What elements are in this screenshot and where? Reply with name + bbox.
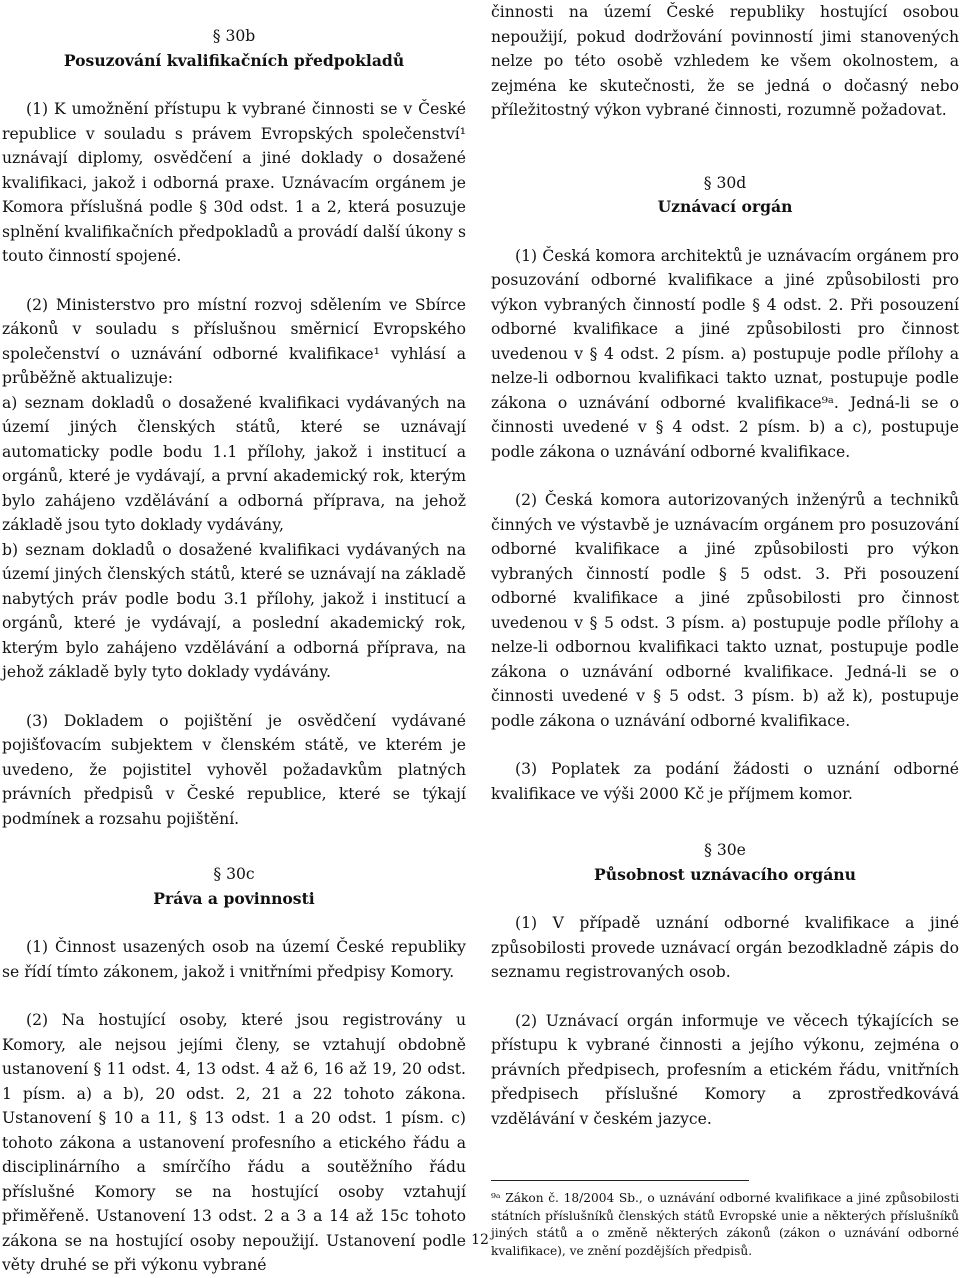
- list-item: b) seznam dokladů o dosažené kvalifikaci vydávaných na území jiných členských států, které se uznávají na základě nabytých práv podle bodu 3.1 přílohy, jakož i institucí a orgánů, které je vydávají, a poslední akademický rok, kterým bylo zahájeno vzdělávání a odborná příprava, na jehož základě byly tyto doklady vydávány.: [2, 540, 466, 681]
- paragraph: (1) K umožnění přístupu k vybrané činnosti se v České republice v souladu s právem Evropských společenství¹ uznávají diplomy, osvědčení a jiné doklady o dosažené kvalifikaci, jakož i odborná praxe. Uznávacím orgánem je Komora příslušná podle § 30d odst. 1 a 2, která posuzuje splnění kvalifikačních předpokladů a provádí další úkony s touto činností spojené.: [2, 100, 466, 265]
- section-heading: [491, 838, 959, 887]
- paragraph: (1) Česká komora architektů je uznávacím orgánem pro posuzování odborné kvalifikace a jiné způsobilosti pro výkon vybraných činností podle § 4 odst. 2. Při posouzení odborné kvalifikace a jiné způsobilosti pro činnost uvedenou v § 4 odst. 2 písm. a) postupuje podle přílohy a nelze-li odbornou kvalifikaci takto uznat, postupuje podle zákona o uznávání odborné kvalifikace⁹ᵃ. Jedná-li se o činnosti uvedené v § 4 odst. 2 písm. b) a c), postupuje podle zákona o uznávání odborné kvalifikace.: [491, 246, 959, 461]
- paragraph: (2) Na hostující osoby, které jsou registrovány u Komory, ale nejsou jejími členy, se vztahují obdobně ustanovení § 11 odst. 4, 13 odst. 4 až 6, 16 až 19, 20 odst. 1 písm. a) a b), 20 odst. 2, 21 a 22 tohoto zákona. Ustanovení § 10 a 11, § 13 odst. 1 a 20 odst. 1 písm. c) tohoto zákona a ustanovení profesního a etického řádu a disciplinárního a smírčího řádu a soutěžního řádu příslušné Komory se na hostující osoby vztahují přiměřeně. Ustanovení 13 odst. 2 a 3 a 14 až 15c tohoto zákona se na hostující osoby nepoužijí. Ustanovení podle věty druhé se při výkonu vybrané: [2, 1011, 466, 1274]
- paragraph: (1) Činnost usazených osob na území České republiky se řídí tímto zákonem, jakož i vnitřními předpisy Komory.: [2, 938, 466, 981]
- footnote-divider: [491, 1180, 749, 1181]
- section-title: Práva a povinnosti: [153, 888, 315, 908]
- footnote: ⁹ᵃ Zákon č. 18/2004 Sb., o uznávání odborné kvalifikace a jiné způsobilosti státních příslušníků členských států Evropské unie a některých příslušníků jiných států a o změně některých zákonů (zákon o uznávání odborné kvalifikace), ve znění pozdějších předpisů.: [491, 1191, 959, 1258]
- section-30e: [491, 838, 959, 1131]
- section-title: Působnost uznávacího orgánu: [594, 864, 856, 884]
- paragraph: (2) Uznávací orgán informuje ve věcech týkajících se přístupu k vybrané činnosti a jejího výkonu, zejména o právních předpisech, profesním a etickém řádu, vnitřních předpisech příslušné Komory a zprostředkovává vzdělávání v českém jazyce.: [491, 1011, 959, 1128]
- page-number: 12: [471, 1232, 489, 1248]
- section-30d: [491, 0, 959, 806]
- paragraph: (2) Ministerstvo pro místní rozvoj sdělením ve Sbírce zákonů v souladu s příslušnou směrnicí Evropského společenství o uznávání odborné kvalifikace¹ vyhlásí a průběžně aktualizuje:: [2, 295, 466, 387]
- list-item: a) seznam dokladů o dosažené kvalifikaci vydávaných na území jiných členských států, které se uznávají automaticky podle bodu 1.1 přílohy, jakož i institucí a orgánů, které je vydávají, a první akademický rok, kterým bylo zahájeno vzdělávání a odborná příprava, na jehož základě jsou tyto doklady vydávány,: [2, 393, 466, 534]
- section-title: Posuzování kvalifikačních předpokladů: [63, 50, 405, 70]
- paragraph-continuation: činnosti na území České republiky hostující osobou nepoužijí, pokud dodržování povinností jimi stanovených nelze po této osobě vzhledem ke všem okolnostem, a zejména ke skutečnosti, že se jedná o dočasný nebo příležitostný výkon vybrané činnosti, rozumně požadovat.: [491, 3, 959, 119]
- paragraph: (1) V případě uznání odborné kvalifikace a jiné způsobilosti provede uznávací orgán bezodkladně zápis do seznamu registrovaných osob.: [491, 914, 959, 981]
- section-number: § 30e: [704, 841, 746, 859]
- section-heading: [2, 862, 466, 911]
- section-number: § 30d: [703, 173, 747, 192]
- paragraph: (3) Poplatek za podání žádosti o uznání odborné kvalifikace ve výši 2000 Kč je příjmem komor.: [491, 760, 959, 803]
- section-heading: [491, 171, 959, 220]
- paragraph: (3) Dokladem o pojištění je osvědčení vydávané pojišťovacím subjektem v členském státě, ve kterém je uvedeno, že pojistitel vyhověl požadavkům platných právních předpisů v České republice, které se týkají podmínek a rozsahu pojištění.: [2, 711, 466, 828]
- section-number: § 30b: [212, 27, 256, 45]
- section-title: Uznávací orgán: [657, 197, 793, 216]
- section-number: § 30c: [213, 865, 255, 883]
- section-heading: [2, 24, 466, 73]
- paragraph: (2) Česká komora autorizovaných inženýrů a techniků činných ve výstavbě je uznávacím orgánem pro posuzování odborné kvalifikace a jiné způsobilosti pro výkon vybraných činností podle § 5 odst. 3. Při posouzení odborné kvalifikace a jiné způsobilosti pro činnost uvedenou v § 5 odst. 3 písm. a) postupuje podle přílohy a nelze-li odbornou kvalifikaci takto uznat, postupuje podle zákona o uznávání odborné kvalifikace. Jedná-li se o činnosti uvedené v § 5 odst. 3 písm. b) až k), postupuje podle zákona o uznávání odborné kvalifikace.: [491, 491, 959, 730]
- section-30b: [2, 24, 466, 831]
- section-30c: [2, 862, 466, 1278]
